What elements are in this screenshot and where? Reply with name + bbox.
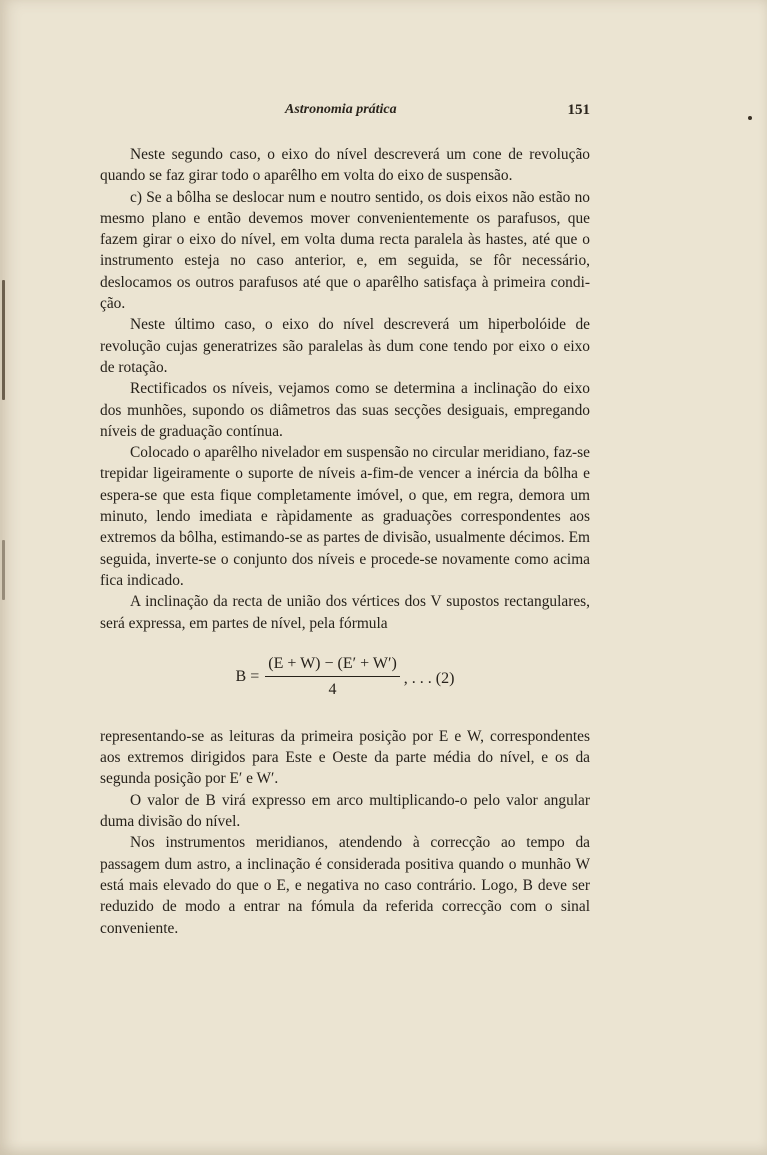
page-edge-shadow [2, 280, 5, 400]
paragraph: Nos instrumentos meridianos, atendendo à correcção ao tempo da passagem dum astro, a inclinação é considerada positiva quando o munhão W está mais elevado do que o E, e negativa no caso contrário. Logo, B deve ser reduzido de modo a entrar na fómula da referida correcção com o sinal conveniente. [100, 834, 590, 937]
formula-denominator: 4 [328, 681, 337, 699]
paragraph: A inclinação da recta de união dos vértices dos V supostos rectangulares, será expressa, em partes de nível, pela fórmula [100, 593, 590, 632]
formula-number: , . . . (2) [403, 670, 455, 688]
page-edge-shadow [2, 540, 5, 600]
paragraph: Rectificados os níveis, vejamos como se determina a inclinação do eixo dos munhões, supondo os diâmetros das suas secções desiguais, empregando níveis de graduação contínua. [100, 380, 590, 440]
formula-lhs: B = [235, 668, 260, 686]
ink-speck [748, 116, 752, 120]
formula-numerator: (E + W) − (E′ + W′) [265, 653, 400, 677]
paragraph: O valor de B virá expresso em arco multiplicando-o pelo valor angular duma divisão do nível. [100, 791, 590, 831]
page-number: 151 [567, 102, 590, 118]
paragraph: Neste último caso, o eixo do nível descreverá um hiperbolóide de revolução cujas generatrizes são paralelas às dum cone tendo por eixo o eixo de rotação. [100, 316, 590, 376]
running-title: Astronomia prática [285, 102, 397, 117]
formula-fraction [265, 653, 400, 701]
paragraph: c) Se a bôlha se deslocar num e noutro sentido, os dois eixos não estão no mesmo plano e então devemos mover convenientemente os parafusos, que fazem girar o eixo do nível, em volta duma recta paralela às hastes, até que o instrumento esteja no caso anterior, e, em seguida, se fôr necessário, deslocamos os outros parafusos até que o aparêlho satisfaça à primeira condição. [100, 188, 590, 313]
paragraph: representando-se as leituras da primeira posição por E e W, correspondentes aos extremos dirigidos para Este e Oeste da parte média do nível, e os da segunda posição por E′ e W′. [100, 727, 590, 788]
paragraph: Colocado o aparêlho nivelador em suspensão no circular meridiano, faz-se trepidar ligeiramente o suporte de níveis a-fim-de vencer a inércia da bôlha e espera-se que esta fique completamente imóvel, o que, em regra, demora um minuto, lendo imediata e ràpidamente as graduações correspondentes aos extremos da bôlha, estimando-se as partes de divisão, usualmente décimos. Em seguida, inverte-se o conjunto dos níveis e procede-se novamente como acima fica indicado. [100, 444, 590, 589]
formula-2 [100, 652, 590, 702]
page-header [100, 100, 590, 122]
body-text [100, 144, 590, 939]
paragraph: Neste segundo caso, o eixo do nível descreverá um cone de revolução quando se faz girar todo o aparêlho em volta do eixo de suspensão. [100, 146, 590, 185]
